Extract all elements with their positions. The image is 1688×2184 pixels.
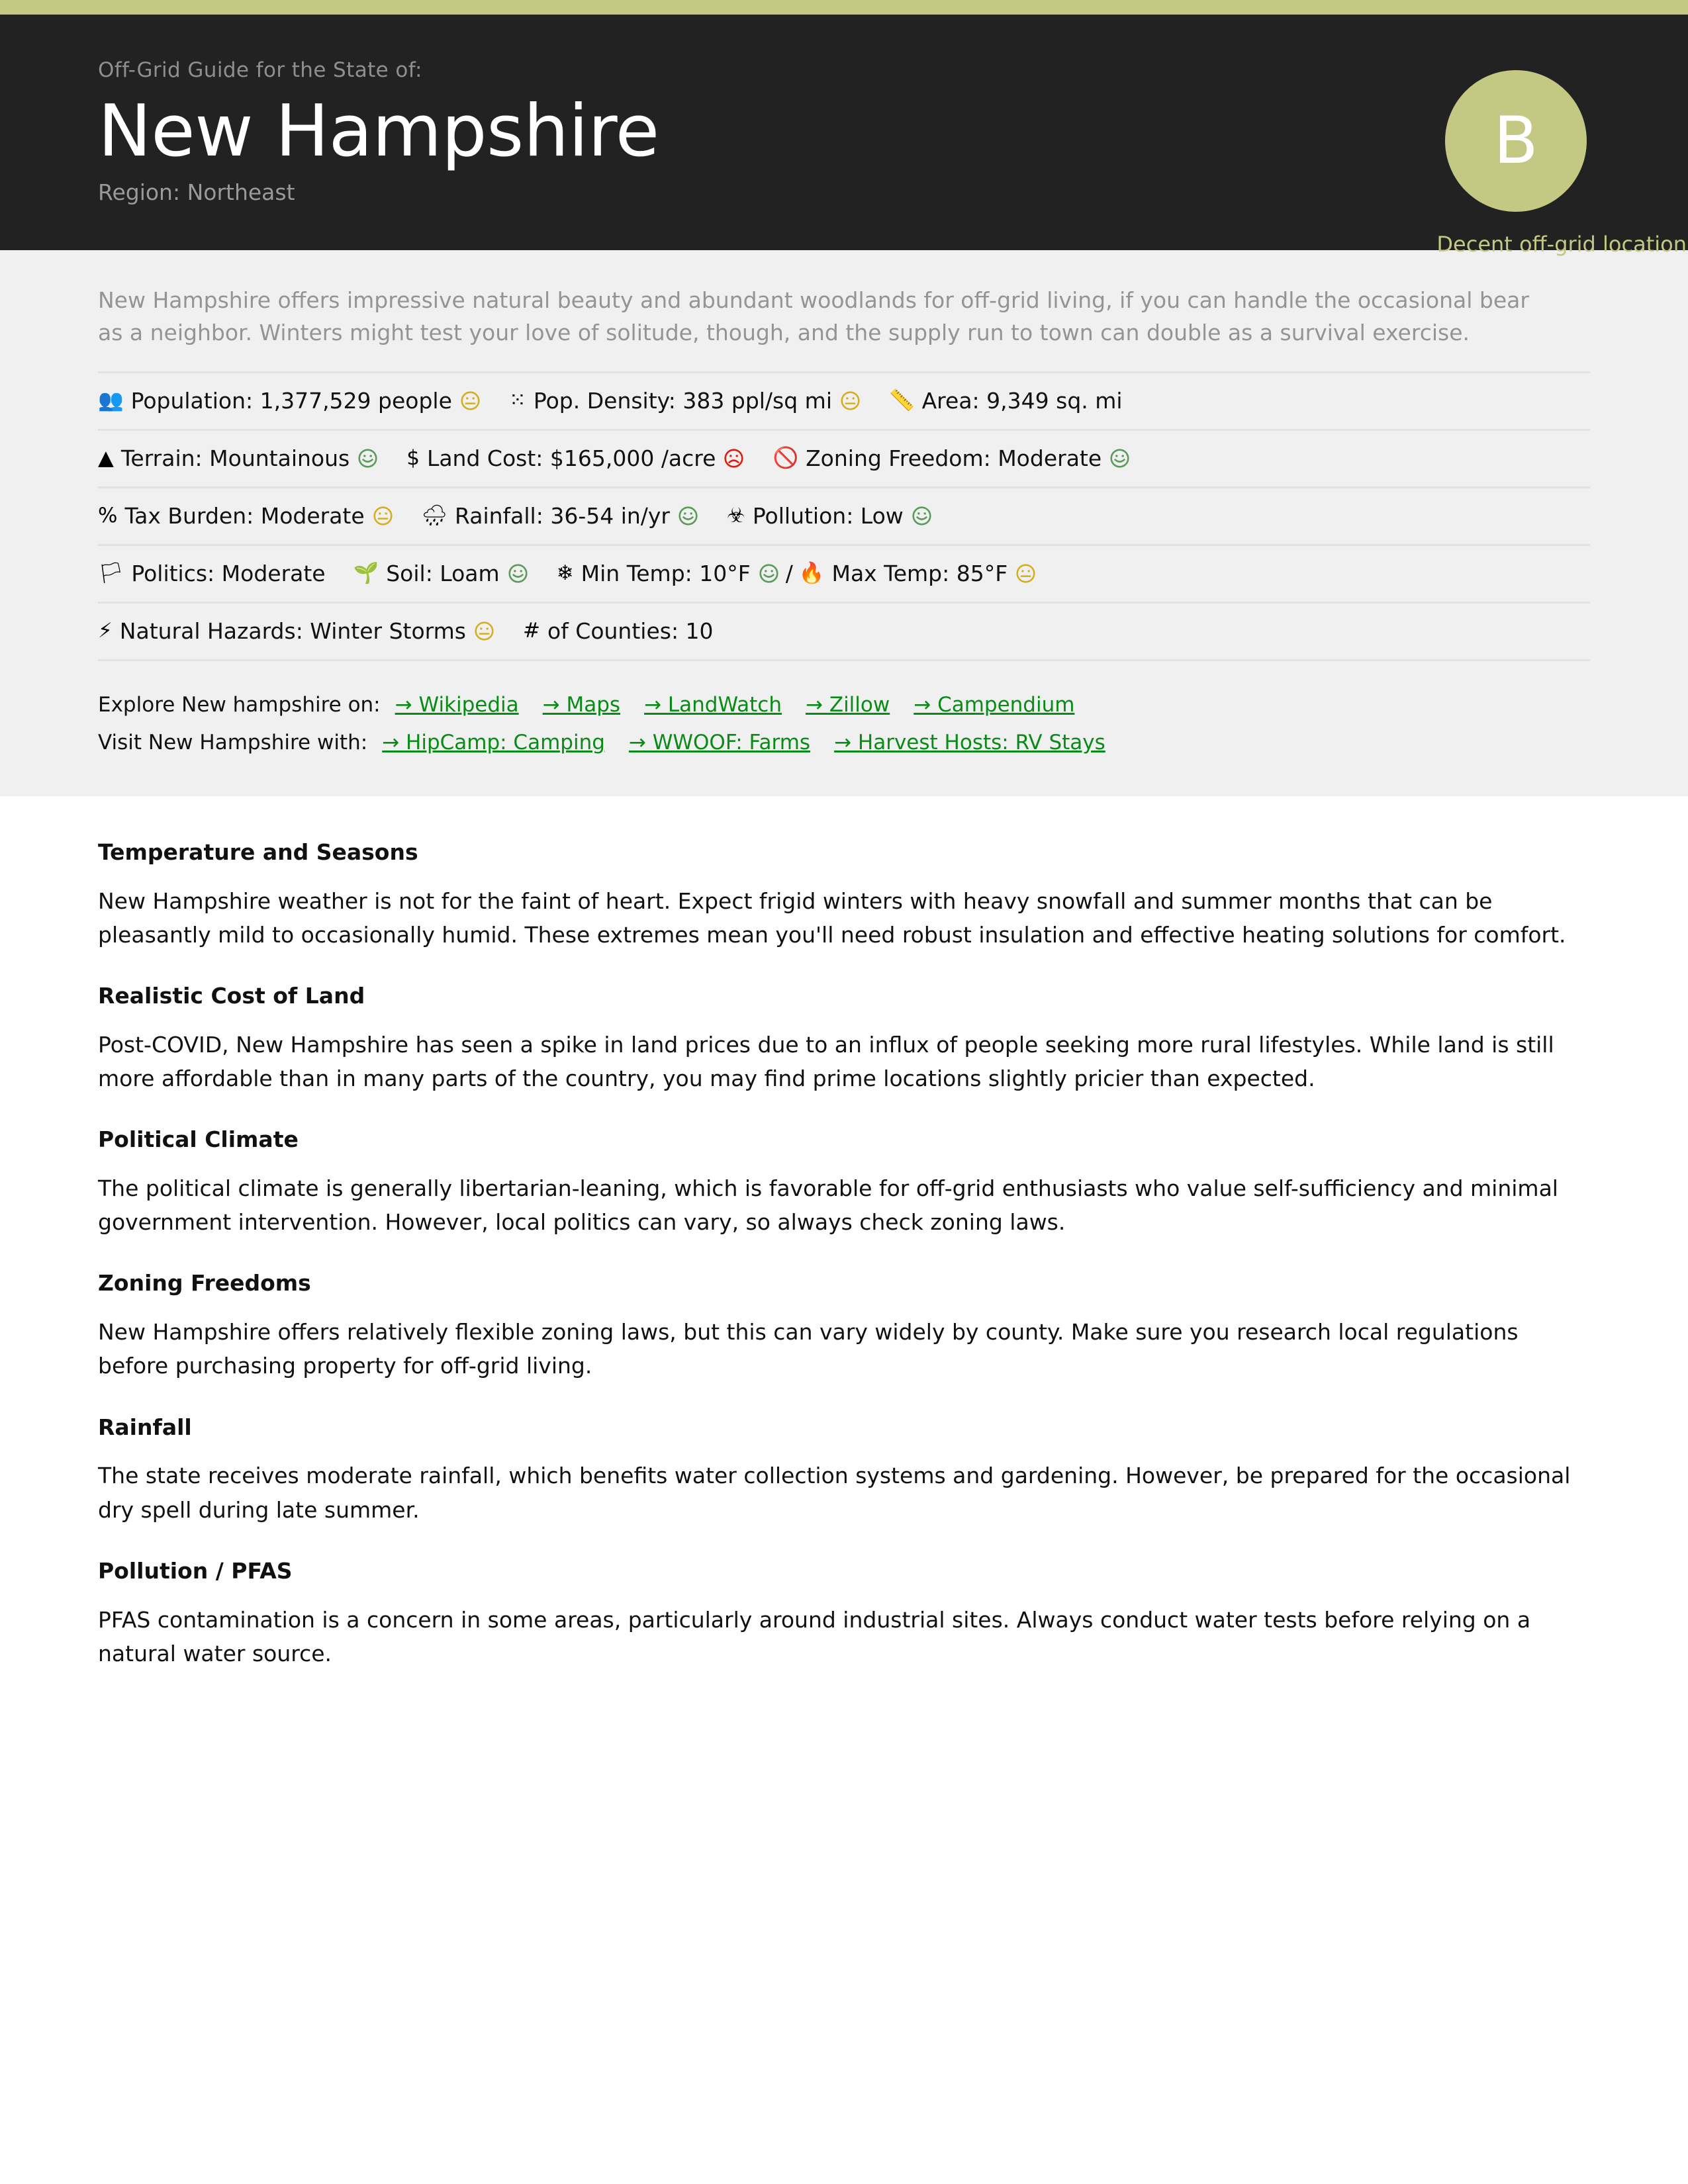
header-region: Region: Northeast <box>98 179 295 205</box>
header-inner <box>0 58 1688 257</box>
section-body: The state receives moderate rainfall, which benefits water collection systems and gardening. However, be prepared for the occasional dry spell during late summer. <box>98 1463 1571 1523</box>
sprout-icon: 🌱 <box>353 561 379 586</box>
explore-link[interactable]: → Zillow <box>806 693 890 717</box>
rating-face-icon <box>459 390 481 412</box>
stat-label: Min Temp: 10°F <box>581 560 751 586</box>
rating-face-icon <box>473 620 495 642</box>
stat-item <box>523 617 714 646</box>
lightning-icon: ⚡ <box>98 619 113 643</box>
mountain-icon: ▲ <box>98 446 114 471</box>
rating-face-icon <box>758 563 780 584</box>
explore-links-label: Explore New hampshire on: <box>98 693 381 717</box>
section-heading: Zoning Freedoms <box>98 1270 311 1297</box>
rating-face-icon <box>677 505 699 527</box>
stat-item <box>98 617 495 646</box>
intro-paragraph: New Hampshire offers impressive natural beauty and abundant woodlands for off-grid living, if you can handle the occasional bear as a neighbor. Winters might test your love of solitude, though, and the supply run to town can double as a survival exercise. <box>98 287 1529 345</box>
visit-links-list <box>382 728 1105 758</box>
percent-icon: % <box>98 504 118 528</box>
section-heading: Political Climate <box>98 1126 299 1153</box>
stat-label: Tax Burden: Moderate <box>124 502 365 529</box>
section-body: The political climate is generally libertarian-leaning, which is favorable for off-grid enthusiasts who value self-sufficiency and minimal government intervention. However, local politics can vary, so always check zoning laws. <box>98 1175 1558 1236</box>
section-heading: Pollution / PFAS <box>98 1557 293 1584</box>
stat-item <box>98 387 481 416</box>
stat-label: Soil: Loam <box>386 560 500 586</box>
stat-item <box>509 387 861 416</box>
stat-label: Pop. Density: 383 ppl/sq mi <box>533 387 832 414</box>
section-heading: Realistic Cost of Land <box>98 983 365 1009</box>
top-accent-bar <box>0 0 1688 15</box>
stat-item <box>727 502 933 531</box>
stat-row <box>98 604 1590 661</box>
rating-face-icon <box>1109 447 1131 469</box>
rating-face-icon <box>723 447 745 469</box>
explore-link[interactable]: → Maps <box>542 693 621 717</box>
snowflake-icon: ❄ <box>556 561 574 586</box>
rating-face-icon <box>372 505 394 527</box>
section-body: New Hampshire offers relatively flexible zoning laws, but this can vary widely by county. Make sure you research local regulations before purchasing property for off-grid living. <box>98 1319 1519 1379</box>
section-body: New Hampshire weather is not for the faint of heart. Expect frigid winters with heavy snowfall and summer months that can be pleasantly mild to occasionally humid. These extremes mean you'll need robust insulation and effective heating solutions for comfort. <box>98 887 1566 948</box>
rating-face-icon <box>1015 563 1037 584</box>
rating-face-icon <box>911 505 933 527</box>
explore-link[interactable]: → LandWatch <box>644 693 782 717</box>
density-dots-icon: ⁙ <box>508 388 526 413</box>
stat-item <box>557 560 1037 588</box>
visit-link[interactable]: → HipCamp: Camping <box>382 730 605 754</box>
section-body: Post-COVID, New Hampshire has seen a spike in land prices due to an influx of people seeking more rural lifestyles. While land is still more affordable than in many parts of the country, you may find prime locations slightly pricier than expected. <box>98 1031 1554 1092</box>
section-heading: Temperature and Seasons <box>98 839 418 865</box>
stat-label: Population: 1,377,529 people <box>130 387 452 414</box>
page-title: New Hampshire <box>98 90 659 173</box>
visit-links-row <box>98 728 1590 758</box>
stat-label: Natural Hazards: Winter Storms <box>119 617 466 644</box>
stat-item <box>406 445 745 473</box>
people-icon: 👥 <box>98 388 124 413</box>
stat-label: Max Temp: 85°F <box>831 560 1008 586</box>
stat-label: Pollution: Low <box>752 502 904 529</box>
stat-separator: / <box>785 560 793 586</box>
stat-row <box>98 546 1590 604</box>
stat-row <box>98 431 1590 488</box>
visit-link[interactable]: → Harvest Hosts: RV Stays <box>834 730 1105 754</box>
rating-face-icon <box>357 447 379 469</box>
dollar-icon: $ <box>406 446 420 471</box>
stat-item <box>353 560 529 588</box>
links-block <box>98 690 1590 758</box>
stats-table <box>98 371 1590 661</box>
stat-label: Rainfall: 36-54 in/yr <box>455 502 671 529</box>
article-content <box>0 796 1688 1730</box>
section-body: PFAS contamination is a concern in some areas, particularly around industrial sites. Always conduct water tests before relying on a natural water source. <box>98 1606 1531 1666</box>
stat-item <box>98 560 326 588</box>
grade-badge-wrap <box>1344 70 1688 257</box>
flag-icon: 🏳 <box>98 561 124 586</box>
header-eyebrow: Off-Grid Guide for the State of: <box>98 58 422 82</box>
stat-label: Politics: Moderate <box>131 560 326 586</box>
flame-icon: 🔥 <box>798 561 825 586</box>
stat-row <box>98 373 1590 431</box>
stat-label: Terrain: Mountainous <box>120 445 350 471</box>
hash-icon: # <box>523 619 540 643</box>
explore-link[interactable]: → Wikipedia <box>395 693 519 717</box>
stat-row <box>98 488 1590 546</box>
stat-item <box>98 502 394 531</box>
stat-label: Land Cost: $165,000 /acre <box>426 445 716 471</box>
page-header <box>0 15 1688 257</box>
info-panel <box>0 250 1688 796</box>
stat-label: Area: 9,349 sq. mi <box>921 387 1123 414</box>
explore-link[interactable]: → Campendium <box>914 693 1075 717</box>
grade-caption: Decent off-grid location <box>1436 232 1687 257</box>
ruler-icon: 📏 <box>889 388 915 413</box>
visit-link[interactable]: → WWOOF: Farms <box>628 730 811 754</box>
section-heading: Rainfall <box>98 1414 192 1440</box>
rating-face-icon <box>507 563 529 584</box>
stat-item <box>889 387 1123 416</box>
stat-label: of Counties: 10 <box>547 617 714 644</box>
grade-letter: B <box>1493 103 1538 179</box>
visit-links-label: Visit New Hampshire with: <box>98 730 368 754</box>
grade-badge <box>1445 70 1587 212</box>
no-entry-icon: 🚫 <box>773 446 799 471</box>
stat-item <box>773 445 1131 473</box>
explore-links-list <box>395 690 1075 720</box>
stat-item <box>422 502 699 531</box>
explore-links-row <box>98 690 1590 720</box>
rating-face-icon <box>839 390 861 412</box>
biohazard-icon: ☣ <box>727 504 745 528</box>
stat-label: Zoning Freedom: Moderate <box>806 445 1102 471</box>
rain-cloud-icon: 🌧 <box>421 504 448 528</box>
stat-item <box>98 445 379 473</box>
